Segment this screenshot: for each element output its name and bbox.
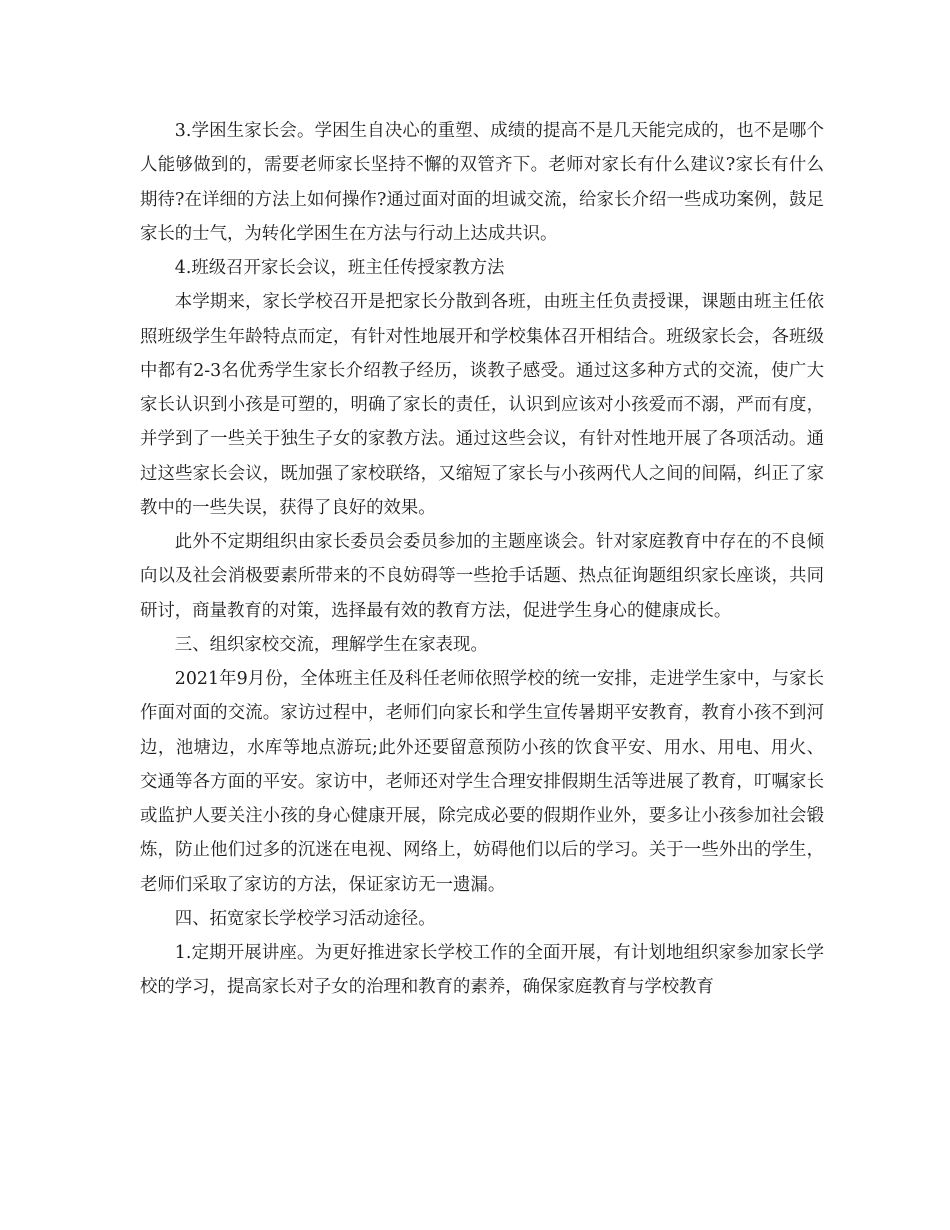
paragraph-class-meeting-heading: 4.班级召开家长会议，班主任传授家教方法 <box>174 258 505 278</box>
paragraph-home-visits: 2021年9月份，全体班主任及科任老师依照学校的统一安排，走进学生家中，与家长作面对面的交流。家访过程中，老师们向家长和学生宣传暑期平安教育，教育小孩不到河边，池塘边，水库等地点游玩;此外还要留意预防小孩的饮食平安、用水、用电、用火、交通等各方面的平安。家访中，老师还对学生合理安排假期生活等进展了教育，叮嘱家长或监护人要关注小孩的身心健康开展，除完成必要的假期作业外，要多让小孩参加社会锻炼，防止他们过多的沉迷在电视、网络上，妨碍他们以后的学习。关于一些外出的学生，老师们采取了家访的方法，保证家访无一遗漏。 <box>140 669 824 895</box>
document-body <box>140 114 824 1005</box>
paragraph-struggling-students-meeting: 3.学困生家长会。学困生自决心的重塑、成绩的提高不是几天能完成的，也不是哪个人能够做到的，需要老师家长坚持不懈的双管齐下。老师对家长有什么建议?家长有什么期待?在详细的方法上如何操作?通过面对面的坦诚交流，给家长介绍一些成功案例，鼓足家长的士气，为转化学困生在方法与行动上达成共识。 <box>140 121 824 244</box>
paragraph-themed-forums: 此外不定期组织由家长委员会委员参加的主题座谈会。针对家庭教育中存在的不良倾向以及社会消极要素所带来的不良妨碍等一些抢手话题、热点征询题组织家长座谈，共同研讨，商量教育的对策，选择最有效的教育方法，促进学生身心的健康成长。 <box>140 532 824 621</box>
paragraph-regular-lectures: 1.定期开展讲座。为更好推进家长学校工作的全面开展，有计划地组织家参加家长学校的学习，提高家长对子女的治理和教育的素养，确保家庭教育与学校教育 <box>140 943 824 998</box>
paragraph-class-meetings: 本学期来，家长学校召开是把家长分散到各班，由班主任负责授课，课题由班主任依照班级学生年龄特点而定，有针对性地展开和学校集体召开相结合。班级家长会，各班级中都有2-3名优秀学生家长介绍教子经历，谈教子感受。通过这多种方式的交流，使广大家长认识到小孩是可塑的，明确了家长的责任，认识到应该对小孩爱而不溺，严而有度，并学到了一些关于独生子女的家教方法。通过这些会议，有针对性地开展了各项活动。通过这些家长会议，既加强了家校联络，又缩短了家长与小孩两代人之间的间隔，纠正了家教中的一些失误，获得了良好的效果。 <box>140 292 824 518</box>
section-heading-home-school-exchange: 三、组织家校交流，理解学生在家表现。 <box>174 634 488 655</box>
section-heading-broaden-activities: 四、拓宽家长学校学习活动途径。 <box>174 908 436 929</box>
